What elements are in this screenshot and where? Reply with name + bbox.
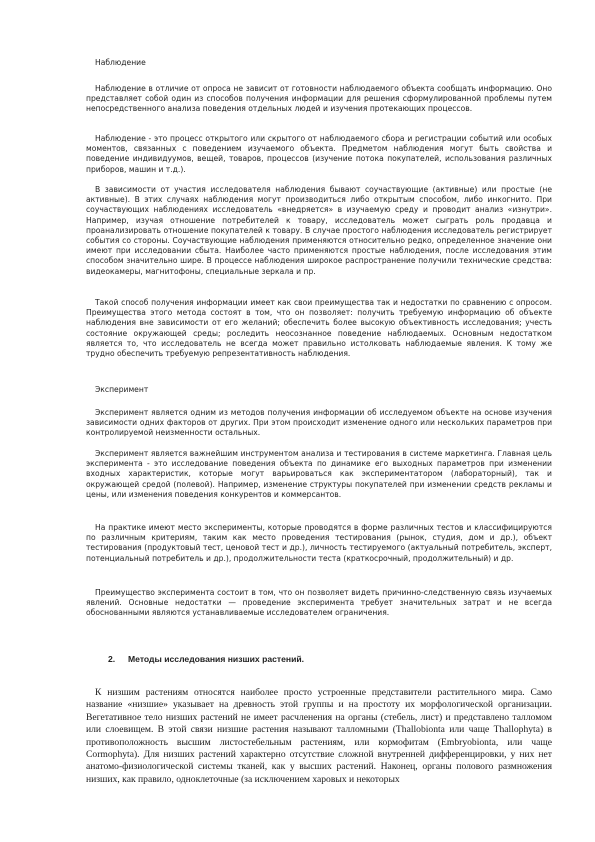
paragraph-experiment-marketing: Эксперимент является важнейшим инструментом анализа и тестирования в системе маркетинга. Главная цель эксперимента - это исследование поведения объекта по динамике его выходных параметров при изменении входных характеристик, которые могут варьироваться как экспериментатором (лабораторный), так и окружающей средой (полевой). Например, изменение структуры покупателей при изменении средств рекламы и цены, или изменения поведения конкурентов и коммерсантов. — [86, 449, 552, 499]
paragraph-observation-types: В зависимости от участия исследователя наблюдения бывают соучаствующие (активные) или простые (не активные). В этих случаях наблюдения могут производиться либо открытым способом, либо инкогнито. При соучаствующих наблюдениях исследователь «внедряется» в изучаемую среду и проводит анализ «изнутри». Например, изучая отношение потребителей к товару, исследователь может сыграть роль продавца и проанализировать отношение покупателей к товару. В случае простого наблюдения исследователь регистрирует события со стороны. Соучаствующие наблюдения применяются относительно редко, определенное значение они имеют при исследовании сбыта. Наиболее часто применяются простые наблюдения, после исследования этим способом значительно шире. В процессе наблюдения широкое распространение получили технические средства: видеокамеры, магнитофоны, специальные зеркала и пр. — [86, 185, 552, 276]
paragraph-observation-definition: Наблюдение в отличие от опроса не зависит от готовности наблюдаемого объекта сообщать информацию. Оно представляет собой один из способов получения информации для решения сформулированной проблемы путем непосредственного анализа поведения отдельных людей и изучения протекающих процессов. — [86, 84, 552, 114]
section-title — [108, 654, 304, 664]
paragraph-experiment-advantages: Преимущество эксперимента состоит в том, что он позволяет видеть причинно-следственную связь изучаемых явлений. Основные недостатки — проведение эксперимента требует значительных затрат и не всегда обоснованными являются устанавливаемые исследователем ограничения. — [86, 588, 552, 618]
heading-observation: Наблюдение — [95, 58, 146, 67]
paragraph-observation-pros-cons: Такой способ получения информации имеет как свои преимущества так и недостатки по сравнению с опросом. Преимущества этого метода состоят в том, что он позволяет: получить требуемую информацию об объекте наблюдения вне зависимости от его желаний; обеспечить более высокую объективность исследования; учесть состояние окружающей среды; роследить неосознанное поведение наблюдаемых. Основным недостатком является то, что исследователь не всегда может правильно истолковать наблюдаемые явления. К тому же трудно обеспечить требуемую репрезентативность наблюдения. — [86, 298, 552, 359]
paragraph-experiment-practice: На практике имеют место эксперименты, которые проводятся в форме различных тестов и классифицируются по различным критериям, таким как место проведения тестирования (рынок, студия, дом и др.), объект тестирования (продуктовый тест, ценовой тест и др.), личность тестируемого (актуальный потребитель, эксперт, потенциальный потребитель и др.), продолжительности теста (краткосрочный, продолжительный) и др. — [86, 523, 552, 563]
paragraph-observation-process: Наблюдение - это процесс открытого или скрытого от наблюдаемого сбора и регистрации событий или особых моментов, связанных с поведением изучаемого объекта. Предметом наблюдения могут быть свойства и поведение индивидуумов, вещей, товаров, процессов (изучение потока покупателей, использования различных приборов, машин и т.д.). — [86, 134, 552, 174]
section-title-text: Методы исследования низших растений. — [128, 654, 305, 664]
paragraph-experiment-definition: Эксперимент является одним из методов получения информации об исследуемом объекте на основе изучения зависимости одних факторов от других. При этом происходит изменение одного или нескольких параметров при контролируемой неизменности остальных. — [86, 408, 552, 438]
section-number: 2. — [108, 654, 116, 664]
heading-experiment: Эксперимент — [95, 385, 149, 394]
paragraph-lower-plants: К низшим растениям относятся наиболее просто устроенные представители растительного мира. Само название «низшие» указывает на древность этой группы и на простоту их морфологической организации. Вегетативное тело низших растений не имеет расчленения на органы (стебель, лист) и представлено талломом или слоевищем. В этой связи низшие растения называют талломными (Thallobionta или чаще Thallophyta) в противоположность высшим листостебельным растениям, или кормофитам (Embryobionta, или чаще Cormophyta). Для низших растений характерно отсутствие сложной внутренней дифференцировки, у них нет анатомо-физиологической системы тканей, как у высших растений. Наконец, органы полового размножения низших, как правило, одноклеточные (за исключением харовых и некоторых — [86, 687, 552, 785]
